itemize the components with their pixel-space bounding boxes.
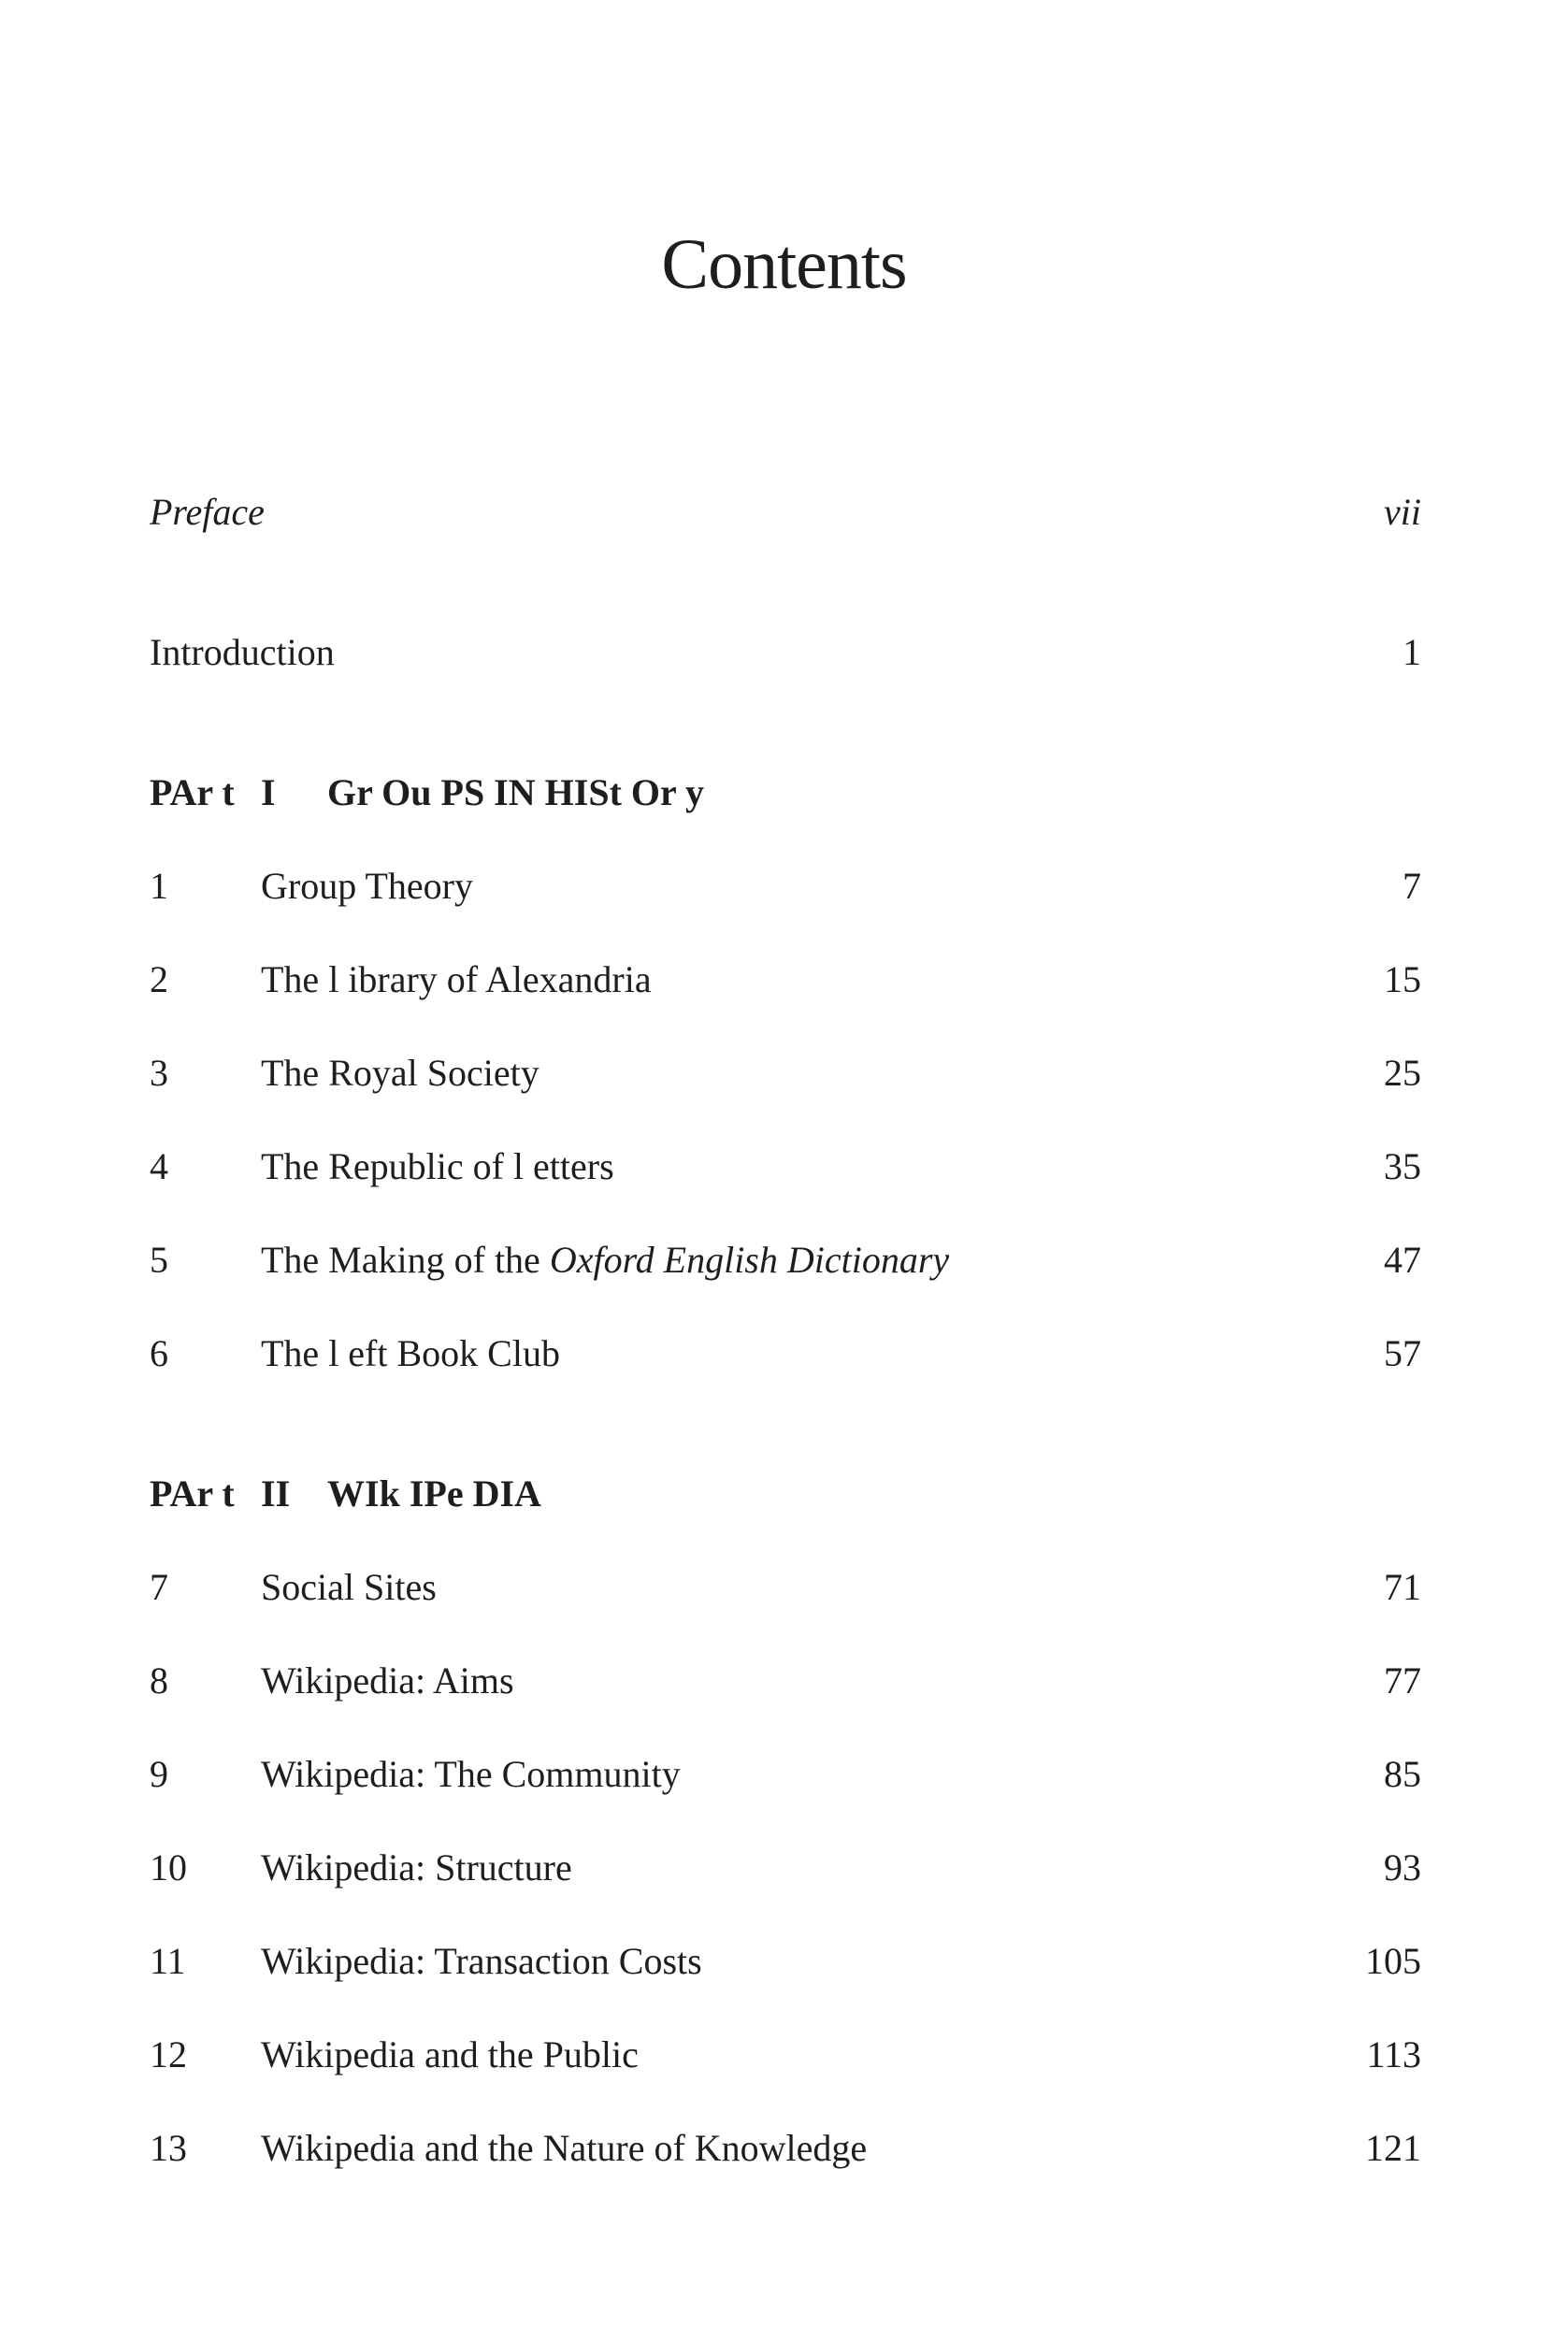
chapter-page: 7 (1403, 865, 1421, 907)
chapter-number: 8 (150, 1659, 168, 1702)
chapter-title (261, 1234, 949, 1286)
chapter-number: 11 (150, 1940, 186, 1982)
chapter-number: 9 (150, 1753, 168, 1795)
toc-entry-chapter-1[interactable] (150, 860, 1421, 912)
toc-entry-chapter-4[interactable] (150, 1141, 1421, 1193)
toc-entry-introduction[interactable] (150, 626, 1421, 679)
toc-entry-chapter-7[interactable] (150, 1561, 1421, 1614)
chapter-title: The l ibrary of Alexandria (261, 958, 652, 1000)
chapter-page: 113 (1366, 2033, 1421, 2075)
chapter-title-prefix: The Making of the (261, 1239, 550, 1281)
toc-entry-chapter-5[interactable] (150, 1234, 1421, 1286)
chapter-page: 85 (1384, 1753, 1421, 1795)
chapter-title-italic: Oxford English Dictionary (549, 1239, 950, 1281)
chapter-page: 25 (1384, 1052, 1421, 1094)
part-label: PAr t (150, 1472, 235, 1515)
chapter-page: 57 (1384, 1332, 1421, 1374)
chapter-title: Wikipedia: Aims (261, 1659, 514, 1702)
chapter-title: Social Sites (261, 1566, 437, 1608)
chapter-page: 77 (1384, 1659, 1421, 1702)
toc-entry-chapter-11[interactable] (150, 1935, 1421, 1988)
chapter-title: The Republic of l etters (261, 1145, 614, 1187)
toc-entry-chapter-2[interactable] (150, 954, 1421, 1006)
chapter-number: 12 (150, 2033, 187, 2075)
toc-entry-chapter-6[interactable] (150, 1328, 1421, 1380)
toc-entry-page: vii (1384, 491, 1421, 533)
toc-entry-chapter-3[interactable] (150, 1047, 1421, 1099)
part-heading-2 (150, 1468, 1421, 1520)
chapter-number: 1 (150, 865, 168, 907)
chapter-page: 35 (1384, 1145, 1421, 1187)
toc-entry-label: Introduction (150, 631, 335, 673)
part-title: WIk IPe DIA (327, 1472, 541, 1515)
toc-entry-chapter-12[interactable] (150, 2029, 1421, 2081)
chapter-page: 93 (1384, 1846, 1421, 1889)
part-number: I (261, 771, 276, 813)
chapter-number: 10 (150, 1846, 187, 1889)
toc-entry-chapter-13[interactable] (150, 2122, 1421, 2175)
part-number: II (261, 1472, 291, 1515)
chapter-title: Wikipedia: Structure (261, 1846, 572, 1889)
chapter-title: Wikipedia: The Community (261, 1753, 681, 1795)
chapter-number: 4 (150, 1145, 168, 1187)
chapter-number: 7 (150, 1566, 168, 1608)
chapter-page: 121 (1365, 2127, 1421, 2169)
chapter-title: The l eft Book Club (261, 1332, 560, 1374)
chapter-title: Group Theory (261, 865, 473, 907)
page-title: Contents (661, 225, 907, 304)
toc-entry-label: Preface (150, 491, 265, 533)
toc-entry-preface[interactable] (150, 486, 1421, 539)
part-heading-1 (150, 767, 1421, 819)
chapter-page: 71 (1384, 1566, 1421, 1608)
chapter-number: 3 (150, 1052, 168, 1094)
toc-entry-chapter-9[interactable] (150, 1748, 1421, 1801)
chapter-number: 13 (150, 2127, 187, 2169)
table-of-contents (150, 0, 1421, 2341)
chapter-number: 6 (150, 1332, 168, 1374)
chapter-page: 105 (1365, 1940, 1421, 1982)
part-title: Gr Ou PS IN HISt Or y (327, 771, 705, 813)
chapter-number: 2 (150, 958, 168, 1000)
chapter-title: Wikipedia: Transaction Costs (261, 1940, 702, 1982)
chapter-title: The Royal Society (261, 1052, 539, 1094)
chapter-page: 47 (1384, 1239, 1421, 1281)
chapter-page: 15 (1384, 958, 1421, 1000)
toc-entry-chapter-10[interactable] (150, 1842, 1421, 1894)
toc-entry-page: 1 (1403, 631, 1421, 673)
toc-entry-chapter-8[interactable] (150, 1655, 1421, 1707)
chapter-title: Wikipedia and the Nature of Knowledge (261, 2127, 868, 2169)
chapter-number: 5 (150, 1239, 168, 1281)
chapter-title: Wikipedia and the Public (261, 2033, 639, 2075)
part-label: PAr t (150, 771, 235, 813)
